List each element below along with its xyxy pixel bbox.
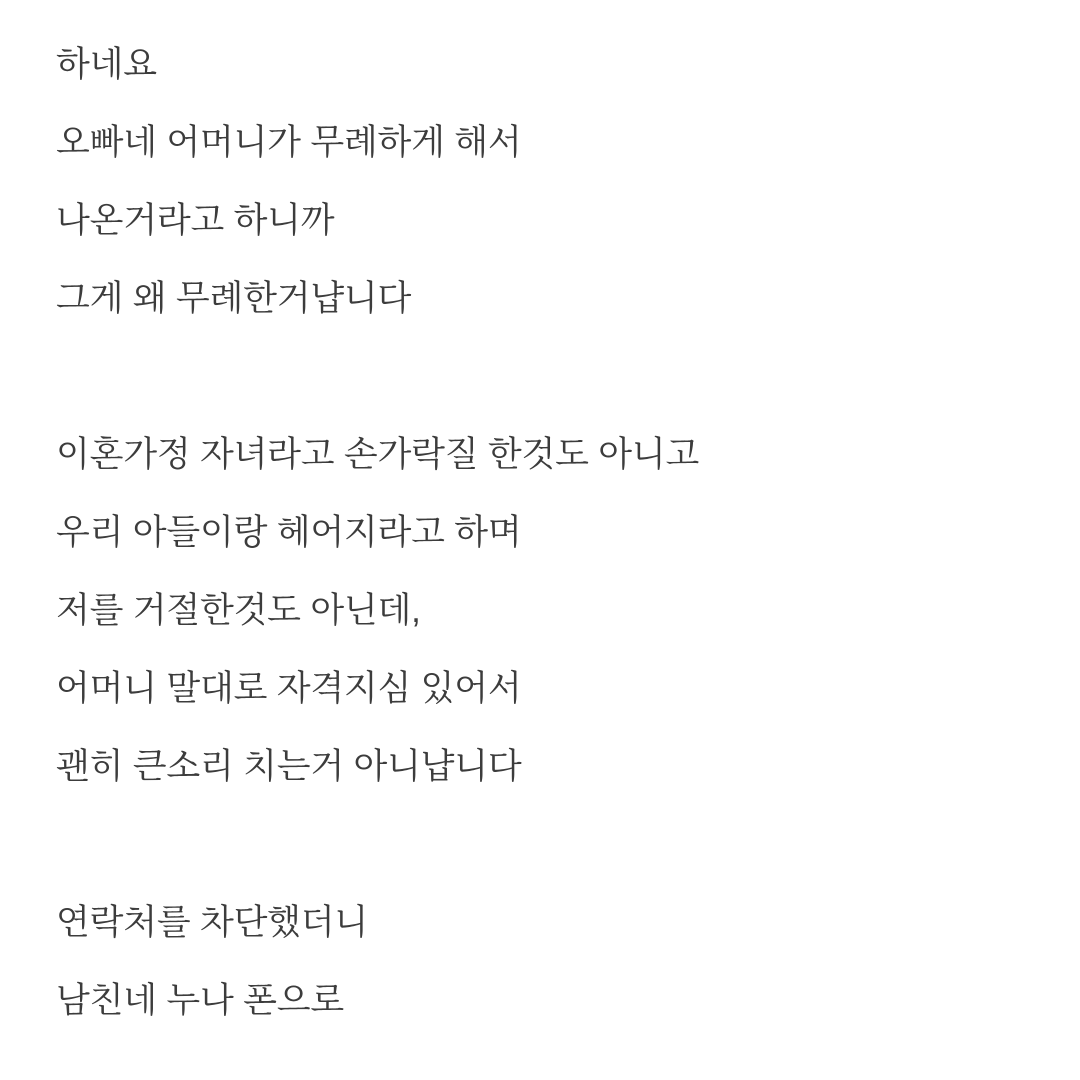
text-line: 우리 아들이랑 헤어지라고 하며 [56, 513, 522, 552]
text-line: 연락처를 차단했더니 [56, 903, 369, 942]
text-line: 나온거라고 하니까 [56, 201, 335, 240]
paragraph-spacer [56, 338, 1040, 416]
text-line: 저를 거절한것도 아닌데, [56, 591, 421, 630]
text-line: 괜히 큰소리 치는거 아니냡니다 [56, 747, 522, 786]
document-text-body [56, 26, 1040, 1040]
text-line: 오빠네 어머니가 무례하게 해서 [56, 123, 522, 162]
paragraph-spacer [56, 806, 1040, 884]
text-line: 이혼가정 자녀라고 손가락질 한것도 아니고 [56, 435, 700, 474]
text-line: 하네요 [56, 45, 157, 84]
text-line: 남친네 누나 폰으로 [56, 981, 344, 1020]
text-line: 그게 왜 무례한거냡니다 [56, 279, 412, 318]
text-line: 어머니 말대로 자격지심 있어서 [56, 669, 522, 708]
